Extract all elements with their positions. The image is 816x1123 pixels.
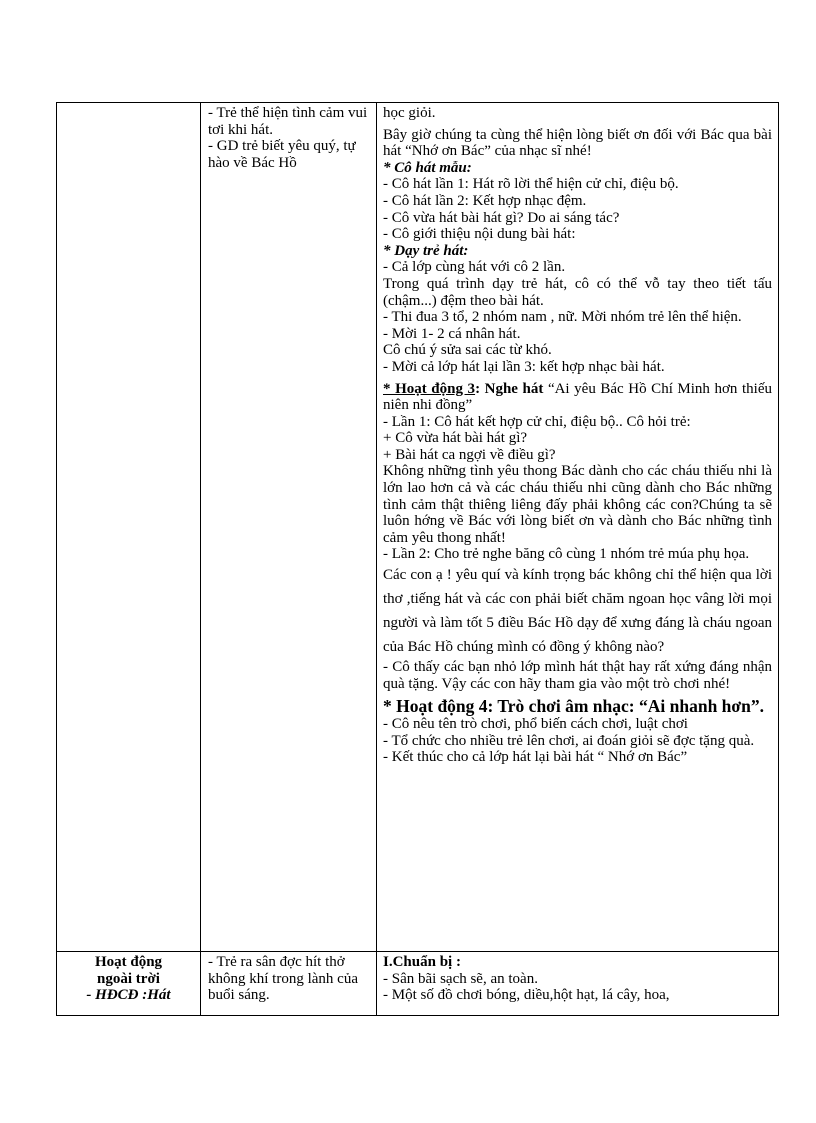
content-line: Không những tình yêu thong Bác dành cho các cháu thiếu nhi là lớn lao hơn cả và các cháu thiếu nhi cũng dành cho Bác những tình cảm thật thiêng liêng đấy phải không các con?Chúng ta sẽ luôn hớng về Bác với lòng biết ơn và dành cho Bác những tình cảm yêu thong nhất! (383, 463, 772, 546)
content-line: - Kết thúc cho cả lớp hát lại bài hát “ Nhớ ơn Bác” (383, 749, 688, 766)
content-line: Trong quá trình dạy trẻ hát, cô có thể vỗ tay theo tiết tấu (chậm...) đệm theo bài hát. (383, 275, 772, 309)
activity-3-heading (383, 381, 772, 414)
section-heading: * Cô hát mẫu: (383, 159, 472, 176)
content-line: Cô chú ý sửa sai các từ khó. (383, 342, 552, 359)
table-row (57, 103, 779, 952)
activity-4-heading: * Hoạt động 4: Trò chơi âm nhạc: “Ai nhanh hơn”. (383, 696, 764, 717)
content-line: - Cô vừa hát bài hát gì? Do ai sáng tác? (383, 209, 620, 226)
content-line: - Một số đồ chơi bóng, diều,hột hạt, lá cây, hoa, (383, 987, 670, 1004)
objectives-cell (201, 103, 377, 952)
content-cell (377, 103, 779, 952)
activity-3-label: * Hoạt động 3 (383, 380, 476, 397)
activity-cell (57, 952, 201, 1016)
content-line: - Sân bãi sạch sẽ, an toàn. (383, 970, 538, 987)
activity-3-song: “Ai yêu Bác Hồ Chí Minh hơn thiếu niên nhi đồng” (383, 380, 772, 414)
activity-name: Hoạt động (94, 954, 163, 970)
content-cell (377, 952, 779, 1016)
section-heading: I.Chuẩn bị : (383, 954, 461, 970)
content-line: Các con ạ ! yêu quí và kính trọng bác không chỉ thể hiện qua lời thơ ,tiếng hát và các con phải biết chăm ngoan học vâng lời mọi người và làm tốt 5 điều Bác Hồ dạy để xưng đáng là cháu ngoan của Bác Hồ chúng mình có đồng ý không nào? (383, 567, 772, 656)
objectives-cell (201, 952, 377, 1016)
content-line: học giỏi. (383, 105, 436, 121)
content-line: - Cô hát lần 2: Kết hợp nhạc đệm. (383, 192, 587, 209)
content-line: - Lần 1: Cô hát kết hợp cử chỉ, điệu bộ.. Cô hỏi trẻ: (383, 413, 691, 430)
activity-name: ngoài trời (97, 970, 160, 987)
activity-cell (57, 103, 201, 952)
content-line: - Cô thấy các bạn nhỏ lớp mình hát thật hay rất xứng đáng nhận quà tặng. Vậy các con hãy tham gia vào một trò chơi nhé! (383, 659, 772, 692)
content-line: - Tổ chức cho nhiều trẻ lên chơi, ai đoán giỏi sẽ đợc tặng quà. (383, 732, 755, 749)
activity-subtitle: - HĐCĐ :Hát (86, 987, 171, 1004)
content-line: - Cô giới thiệu nội dung bài hát: (383, 226, 576, 243)
table-row (57, 952, 779, 1016)
content-line: + Cô vừa hát bài hát gì? (383, 430, 528, 447)
objective-text: - GD trẻ biết yêu quý, tự hào về Bác Hồ (208, 138, 356, 171)
content-line: - Lần 2: Cho trẻ nghe băng cô cùng 1 nhóm trẻ múa phụ họa. (383, 546, 750, 563)
content-line: - Mời 1- 2 cá nhân hát. (383, 325, 521, 342)
objective-text: - Trẻ ra sân đợc hít thở không khí trong lành của buổi sáng. (208, 954, 358, 1004)
content-line: - Cô nêu tên trò chơi, phổ biến cách chơi, luật chơi (383, 716, 688, 733)
lesson-plan-table (56, 102, 779, 1016)
content-line: - Thi đua 3 tổ, 2 nhóm nam , nữ. Mời nhóm trẻ lên thể hiện. (383, 309, 742, 326)
content-line: - Cô hát lần 1: Hát rõ lời thể hiện cử chỉ, điệu bộ. (383, 176, 679, 193)
objective-text: - Trẻ thể hiện tình cảm vui tơi khi hát. (208, 105, 368, 138)
content-line: Bây giờ chúng ta cùng thể hiện lòng biết ơn đối với Bác qua bài hát “Nhớ ơn Bác” của nhạc sĩ nhé! (383, 126, 772, 160)
section-heading: * Dạy trẻ hát: (383, 242, 469, 259)
content-line: - Mời cả lớp hát lại lần 3: kết hợp nhạc bài hát. (383, 358, 665, 375)
content-line: - Cả lớp cùng hát với cô 2 lần. (383, 259, 566, 276)
activity-3-title: : Nghe hát (475, 380, 544, 397)
content-line: + Bài hát ca ngợi về điều gì? (383, 446, 556, 463)
